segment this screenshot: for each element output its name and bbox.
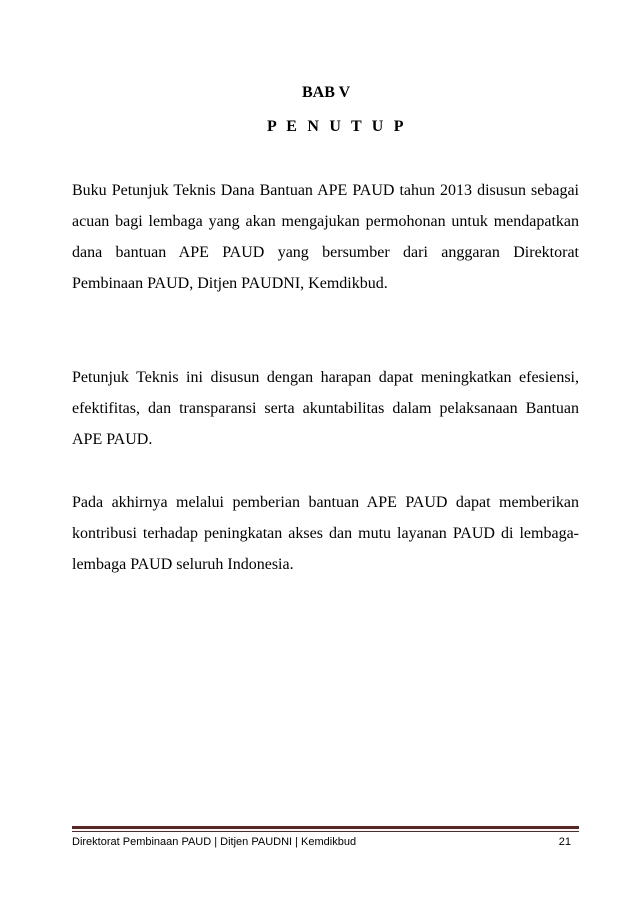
chapter-heading: BAB V <box>302 84 351 101</box>
paragraph-1: Buku Petunjuk Teknis Dana Bantuan APE PAUD tahun 2013 disusun sebagai acuan bagi lembaga yang akan mengajukan permohonan untuk mendapatkan dana bantuan APE PAUD yang bersumber dari anggaran Direktorat Pembinaan PAUD, Ditjen PAUDNI, Kemdikbud. <box>72 182 579 292</box>
page-number: 21 <box>558 836 571 848</box>
paragraph-3: Pada akhirnya melalui pemberian bantuan APE PAUD dapat memberikan kontribusi terhadap peningkatan akses dan mutu layanan PAUD di lembaga-lembaga PAUD seluruh Indonesia. <box>72 494 579 573</box>
footer-text: Direktorat Pembinaan PAUD | Ditjen PAUDNI | Kemdikbud <box>72 836 357 848</box>
paragraph-2: Petunjuk Teknis ini disusun dengan harapan dapat meningkatkan efesiensi, efektifitas, dan transparansi serta akuntabilitas dalam pelaksanaan Bantuan APE PAUD. <box>72 369 579 448</box>
footer-divider <box>72 826 579 829</box>
chapter-title: P E N U T U P <box>267 118 407 135</box>
